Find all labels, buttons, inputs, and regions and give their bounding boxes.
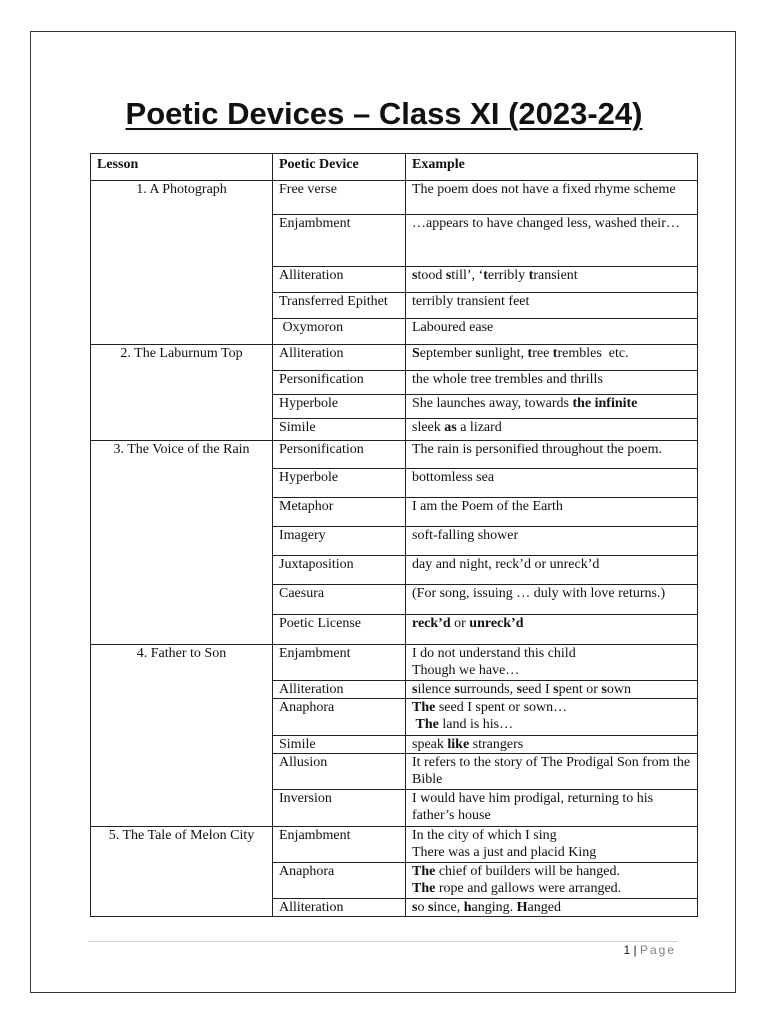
device-cell: Simile <box>273 419 406 441</box>
device-cell: Alliteration <box>273 681 406 699</box>
example-cell: so since, hanging. Hanged <box>406 899 698 917</box>
device-cell: Hyperbole <box>273 469 406 498</box>
device-cell: Anaphora <box>273 863 406 899</box>
example-cell: The poem does not have a fixed rhyme scheme <box>406 181 698 215</box>
page-footer <box>623 943 676 957</box>
example-cell: It refers to the story of The Prodigal Son from the Bible <box>406 754 698 790</box>
device-cell: Anaphora <box>273 699 406 736</box>
example-cell: September sunlight, tree trembles etc. <box>406 345 698 371</box>
lesson-cell-the-voice-of-the-rain: 3. The Voice of the Rain <box>91 441 273 645</box>
device-cell: Alliteration <box>273 345 406 371</box>
device-cell: Metaphor <box>273 498 406 527</box>
header-example: Example <box>406 154 698 181</box>
device-cell: Hyperbole <box>273 395 406 419</box>
device-cell: Simile <box>273 736 406 754</box>
table-row <box>91 827 698 863</box>
example-cell: In the city of which I sing There was a just and placid King <box>406 827 698 863</box>
example-cell: I would have him prodigal, returning to his father’s house <box>406 790 698 827</box>
table-header-row <box>91 154 698 181</box>
header-poetic-device: Poetic Device <box>273 154 406 181</box>
table-row <box>91 441 698 469</box>
example-cell: I do not understand this child Though we have… <box>406 645 698 681</box>
device-cell: Free verse <box>273 181 406 215</box>
device-cell: Inversion <box>273 790 406 827</box>
footer-divider <box>88 941 678 942</box>
device-cell: Imagery <box>273 527 406 556</box>
device-cell: Transferred Epithet <box>273 293 406 319</box>
device-cell: Caesura <box>273 585 406 615</box>
example-cell: …appears to have changed less, washed their… <box>406 215 698 267</box>
page-number: 1 <box>623 943 631 957</box>
lesson-cell-the-laburnum-top: 2. The Laburnum Top <box>91 345 273 441</box>
device-cell: Oxymoron <box>273 319 406 345</box>
device-cell: Enjambment <box>273 827 406 863</box>
page-title: Poetic Devices – Class XI (2023-24) <box>125 96 643 131</box>
example-cell: I am the Poem of the Earth <box>406 498 698 527</box>
poetic-devices-table <box>90 153 698 917</box>
example-cell: day and night, reck’d or unreck’d <box>406 556 698 585</box>
lesson-cell-the-tale-of-melon-city: 5. The Tale of Melon City <box>91 827 273 917</box>
device-cell: Juxtaposition <box>273 556 406 585</box>
device-cell: Personification <box>273 371 406 395</box>
header-lesson: Lesson <box>91 154 273 181</box>
example-cell: The seed I spent or sown… The land is his… <box>406 699 698 736</box>
example-cell: Laboured ease <box>406 319 698 345</box>
device-cell: Enjambment <box>273 215 406 267</box>
device-cell: Alliteration <box>273 267 406 293</box>
example-cell: She launches away, towards the infinite <box>406 395 698 419</box>
table-row <box>91 345 698 371</box>
example-cell: silence surrounds, seed I spent or sown <box>406 681 698 699</box>
device-cell: Alliteration <box>273 899 406 917</box>
example-cell: (For song, issuing … duly with love returns.) <box>406 585 698 615</box>
example-cell: bottomless sea <box>406 469 698 498</box>
table-row <box>91 645 698 681</box>
page-separator: | <box>633 943 637 957</box>
example-cell: stood still’, ‘terribly transient <box>406 267 698 293</box>
device-cell: Poetic License <box>273 615 406 645</box>
example-cell: terribly transient feet <box>406 293 698 319</box>
lesson-cell-father-to-son: 4. Father to Son <box>91 645 273 827</box>
example-cell: sleek as a lizard <box>406 419 698 441</box>
example-cell: The rain is personified throughout the poem. <box>406 441 698 469</box>
example-cell: speak like strangers <box>406 736 698 754</box>
example-cell: The chief of builders will be hanged. The rope and gallows were arranged. <box>406 863 698 899</box>
device-cell: Personification <box>273 441 406 469</box>
table-row <box>91 181 698 215</box>
example-cell: reck’d or unreck’d <box>406 615 698 645</box>
device-cell: Enjambment <box>273 645 406 681</box>
example-cell: soft-falling shower <box>406 527 698 556</box>
lesson-cell-a-photograph: 1. A Photograph <box>91 181 273 345</box>
device-cell: Allusion <box>273 754 406 790</box>
example-cell: the whole tree trembles and thrills <box>406 371 698 395</box>
page-word: Page <box>639 943 676 957</box>
